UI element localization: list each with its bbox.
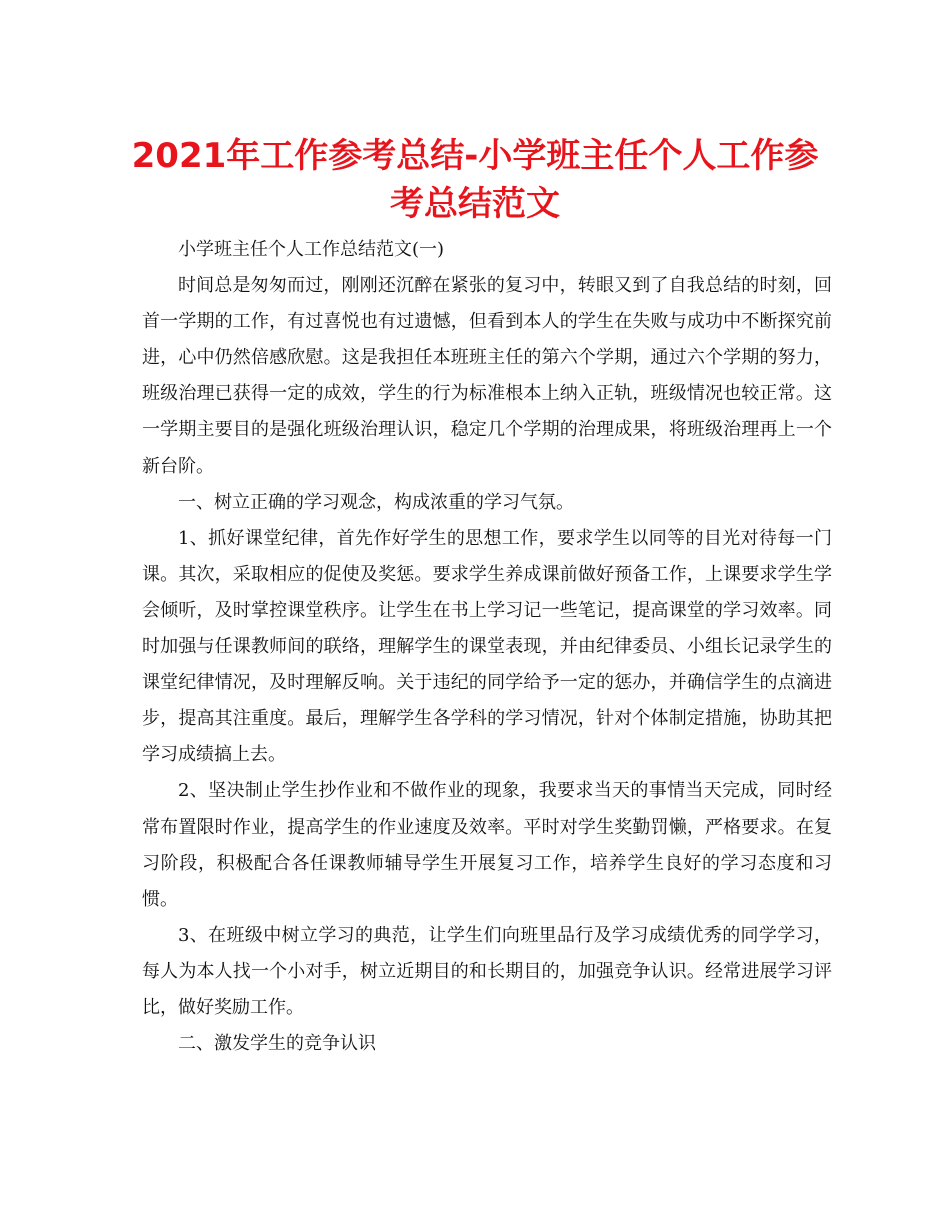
- paragraph-point-1: 1、抓好课堂纪律，首先作好学生的思想工作，要求学生以同等的目光对待每一门课。其次，采取相应的促使及奖惩。要求学生养成课前做好预备工作，上课要求学生学会倾听，及时掌控课堂秩序。让学生在书上学习记一些笔记，提高课堂的学习效率。同时加强与任课教师间的联络，理解学生的课堂表现，并由纪律委员、小组长记录学生的课堂纪律情况，及时理解反响。关于违纪的同学给予一定的惩办，并确信学生的点滴进步，提高其注重度。最后，理解学生各学科的学习情况，针对个体制定措施，协助其把学习成绩搞上去。: [142, 527, 832, 766]
- document-title: 2021年工作参考总结-小学班主任个人工作参考总结范文: [131, 136, 819, 224]
- paragraph-point-2: 2、坚决制止学生抄作业和不做作业的现象，我要求当天的事情当天完成，同时经常布置限时作业，提高学生的作业速度及效率。平时对学生奖勤罚懒，严格要求。在复习阶段，积极配合各任课教师辅导学生开展复习工作，培养学生良好的学习态度和习惯。: [142, 780, 832, 910]
- section-heading-2: 二、激发学生的竞争认识: [178, 1033, 376, 1055]
- paragraph-point-3: 3、在班级中树立学习的典范，让学生们向班里品行及学习成绩优秀的同学学习，每人为本人找一个小对手，树立近期目的和长期目的，加强竞争认识。经常进展学习评比，做好奖励工作。: [142, 924, 832, 1018]
- paragraph-intro: 时间总是匆匆而过，刚刚还沉醉在紧张的复习中，转眼又到了自我总结的时刻，回首一学期的工作，有过喜悦也有过遗憾，但看到本人的学生在失败与成功中不断探究前进，心中仍然倍感欣慰。这是我担任本班班主任的第六个学期，通过六个学期的努力，班级治理已获得一定的成效，学生的行为标准根本上纳入正轨，班级情况也较正常。这一学期主要目的是强化班级治理认识，稳定几个学期的治理成果，将班级治理再上一个新台阶。: [142, 275, 832, 477]
- paragraph-subtitle: 小学班主任个人工作总结范文(一): [178, 239, 445, 260]
- document-body: [142, 232, 832, 1062]
- section-heading-1: 一、树立正确的学习观念，构成浓重的学习气氛。: [178, 491, 574, 513]
